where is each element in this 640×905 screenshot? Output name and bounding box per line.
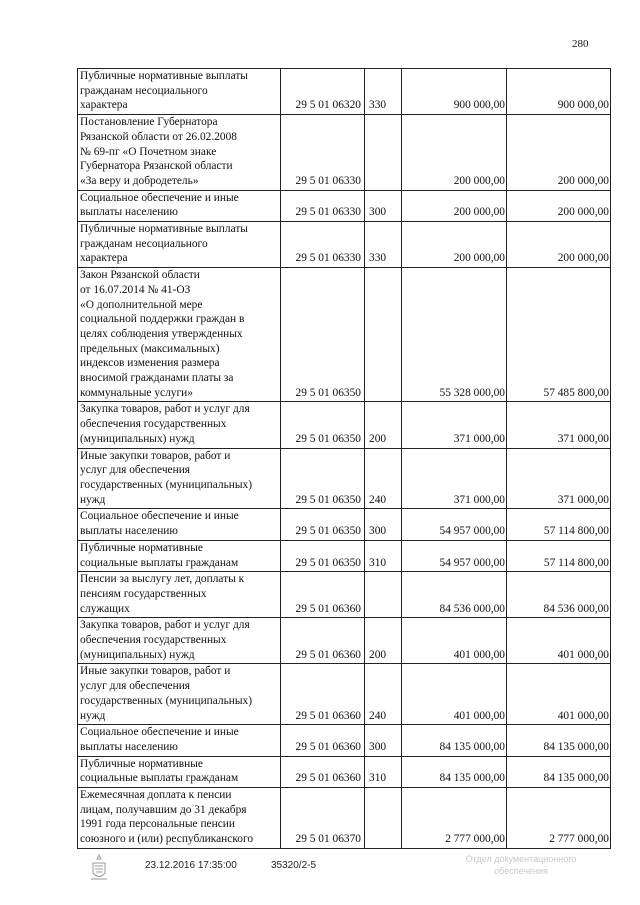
- table-row: [78, 69, 611, 115]
- row-kvr-cell: 300: [365, 190, 402, 221]
- row-name-cell: Публичные нормативные выплаты гражданам несоциального характера: [78, 69, 281, 115]
- row-sum-2018-cell: 200 000,00: [507, 115, 611, 191]
- row-name-cell: Закон Рязанской области от 16.07.2014 № 41-ОЗ «О дополнительной мере социальной поддержки граждан в целях соблюдения утвержденных предельных (максимальных) индексов изменения размера вносимой гражданами платы за коммунальные услуги»: [78, 268, 281, 402]
- row-sum-2018-cell: 2 777 000,00: [507, 788, 611, 849]
- row-name-cell: Закупка товаров, работ и услуг для обеспечения государственных (муниципальных) нужд: [78, 402, 281, 448]
- row-sum-2017-cell: 84 135 000,00: [402, 756, 507, 787]
- row-sum-2018-cell: 371 000,00: [507, 448, 611, 509]
- table-row: [78, 190, 611, 221]
- row-name-cell: Публичные нормативные выплаты гражданам несоциального характера: [78, 222, 281, 268]
- table-row: [78, 540, 611, 571]
- row-sum-2018-cell: 84 536 000,00: [507, 572, 611, 618]
- row-code-cell: 29 5 01 06330: [281, 115, 365, 191]
- department-stamp: [446, 853, 596, 877]
- stamp-line-2: обеспечения: [494, 866, 548, 876]
- row-sum-2017-cell: 900 000,00: [402, 69, 507, 115]
- row-sum-2018-cell: 84 135 000,00: [507, 725, 611, 756]
- table-row: [78, 222, 611, 268]
- row-sum-2017-cell: 84 536 000,00: [402, 572, 507, 618]
- row-sum-2018-cell: 57 485 800,00: [507, 268, 611, 402]
- row-sum-2017-cell: 84 135 000,00: [402, 725, 507, 756]
- budget-table-body: [78, 69, 611, 849]
- row-kvr-cell: 200: [365, 618, 402, 664]
- row-sum-2017-cell: 54 957 000,00: [402, 540, 507, 571]
- row-sum-2017-cell: 401 000,00: [402, 618, 507, 664]
- row-sum-2018-cell: 200 000,00: [507, 190, 611, 221]
- table-row: [78, 756, 611, 787]
- row-sum-2018-cell: 57 114 800,00: [507, 540, 611, 571]
- row-sum-2017-cell: 54 957 000,00: [402, 509, 507, 540]
- row-code-cell: 29 5 01 06360: [281, 664, 365, 725]
- row-code-cell: 29 5 01 06350: [281, 448, 365, 509]
- row-name-cell: Социальное обеспечение и иные выплаты населению: [78, 509, 281, 540]
- row-sum-2017-cell: 200 000,00: [402, 115, 507, 191]
- row-kvr-cell: 310: [365, 756, 402, 787]
- row-code-cell: 29 5 01 06330: [281, 190, 365, 221]
- row-code-cell: 29 5 01 06360: [281, 756, 365, 787]
- row-name-cell: Закупка товаров, работ и услуг для обеспечения государственных (муниципальных) нужд: [78, 618, 281, 664]
- row-code-cell: 29 5 01 06350: [281, 268, 365, 402]
- row-kvr-cell: 300: [365, 509, 402, 540]
- table-row: [78, 572, 611, 618]
- row-code-cell: 29 5 01 06360: [281, 572, 365, 618]
- table-row: [78, 664, 611, 725]
- row-kvr-cell: 240: [365, 664, 402, 725]
- row-kvr-cell: 200: [365, 402, 402, 448]
- row-sum-2018-cell: 84 135 000,00: [507, 756, 611, 787]
- row-kvr-cell: 300: [365, 725, 402, 756]
- row-name-cell: Ежемесячная доплата к пенсии лицам, получавшим до 31 декабря 1991 года персональные пенсии союзного и (или) республиканского: [78, 788, 281, 849]
- row-name-cell: Постановление Губернатора Рязанской области от 26.02.2008 № 69-пг «О Почетном знаке Губернатора Рязанской области «За веру и добродетель»: [78, 115, 281, 191]
- row-code-cell: 29 5 01 06370: [281, 788, 365, 849]
- row-code-cell: 29 5 01 06320: [281, 69, 365, 115]
- row-code-cell: 29 5 01 06330: [281, 222, 365, 268]
- table-row: [78, 268, 611, 402]
- table-row: [78, 402, 611, 448]
- row-sum-2017-cell: 200 000,00: [402, 222, 507, 268]
- row-code-cell: 29 5 01 06360: [281, 618, 365, 664]
- table-row: [78, 509, 611, 540]
- row-sum-2017-cell: 371 000,00: [402, 448, 507, 509]
- budget-table: [77, 68, 611, 849]
- row-kvr-cell: 330: [365, 222, 402, 268]
- row-code-cell: 29 5 01 06350: [281, 509, 365, 540]
- page-number: 280: [572, 38, 589, 50]
- row-code-cell: 29 5 01 06350: [281, 402, 365, 448]
- coat-of-arms-icon: [88, 853, 110, 883]
- row-sum-2018-cell: 371 000,00: [507, 402, 611, 448]
- table-row: [78, 448, 611, 509]
- row-sum-2018-cell: 401 000,00: [507, 618, 611, 664]
- table-row: [78, 725, 611, 756]
- row-kvr-cell: [365, 572, 402, 618]
- row-code-cell: 29 5 01 06350: [281, 540, 365, 571]
- row-sum-2017-cell: 401 000,00: [402, 664, 507, 725]
- row-sum-2018-cell: 57 114 800,00: [507, 509, 611, 540]
- row-kvr-cell: 240: [365, 448, 402, 509]
- row-sum-2018-cell: 401 000,00: [507, 664, 611, 725]
- table-row: [78, 788, 611, 849]
- footer-doc-number: 35320/2-5: [271, 860, 317, 871]
- row-code-cell: 29 5 01 06360: [281, 725, 365, 756]
- table-row: [78, 618, 611, 664]
- row-name-cell: Социальное обеспечение и иные выплаты населению: [78, 725, 281, 756]
- stamp-line-1: Отдел документационного: [465, 854, 577, 864]
- footer-timestamp: 23.12.2016 17:35:00: [145, 860, 237, 871]
- row-sum-2017-cell: 55 328 000,00: [402, 268, 507, 402]
- row-kvr-cell: 330: [365, 69, 402, 115]
- row-name-cell: Публичные нормативные социальные выплаты гражданам: [78, 540, 281, 571]
- row-kvr-cell: 310: [365, 540, 402, 571]
- row-name-cell: Пенсии за выслугу лет, доплаты к пенсиям государственных служащих: [78, 572, 281, 618]
- row-sum-2018-cell: 200 000,00: [507, 222, 611, 268]
- row-name-cell: Публичные нормативные социальные выплаты гражданам: [78, 756, 281, 787]
- table-row: [78, 115, 611, 191]
- row-kvr-cell: [365, 115, 402, 191]
- row-sum-2017-cell: 200 000,00: [402, 190, 507, 221]
- row-kvr-cell: [365, 788, 402, 849]
- row-kvr-cell: [365, 268, 402, 402]
- row-sum-2018-cell: 900 000,00: [507, 69, 611, 115]
- row-sum-2017-cell: 371 000,00: [402, 402, 507, 448]
- row-name-cell: Иные закупки товаров, работ и услуг для обеспечения государственных (муниципальных) нужд: [78, 448, 281, 509]
- row-sum-2017-cell: 2 777 000,00: [402, 788, 507, 849]
- row-name-cell: Иные закупки товаров, работ и услуг для обеспечения государственных (муниципальных) нужд: [78, 664, 281, 725]
- row-name-cell: Социальное обеспечение и иные выплаты населению: [78, 190, 281, 221]
